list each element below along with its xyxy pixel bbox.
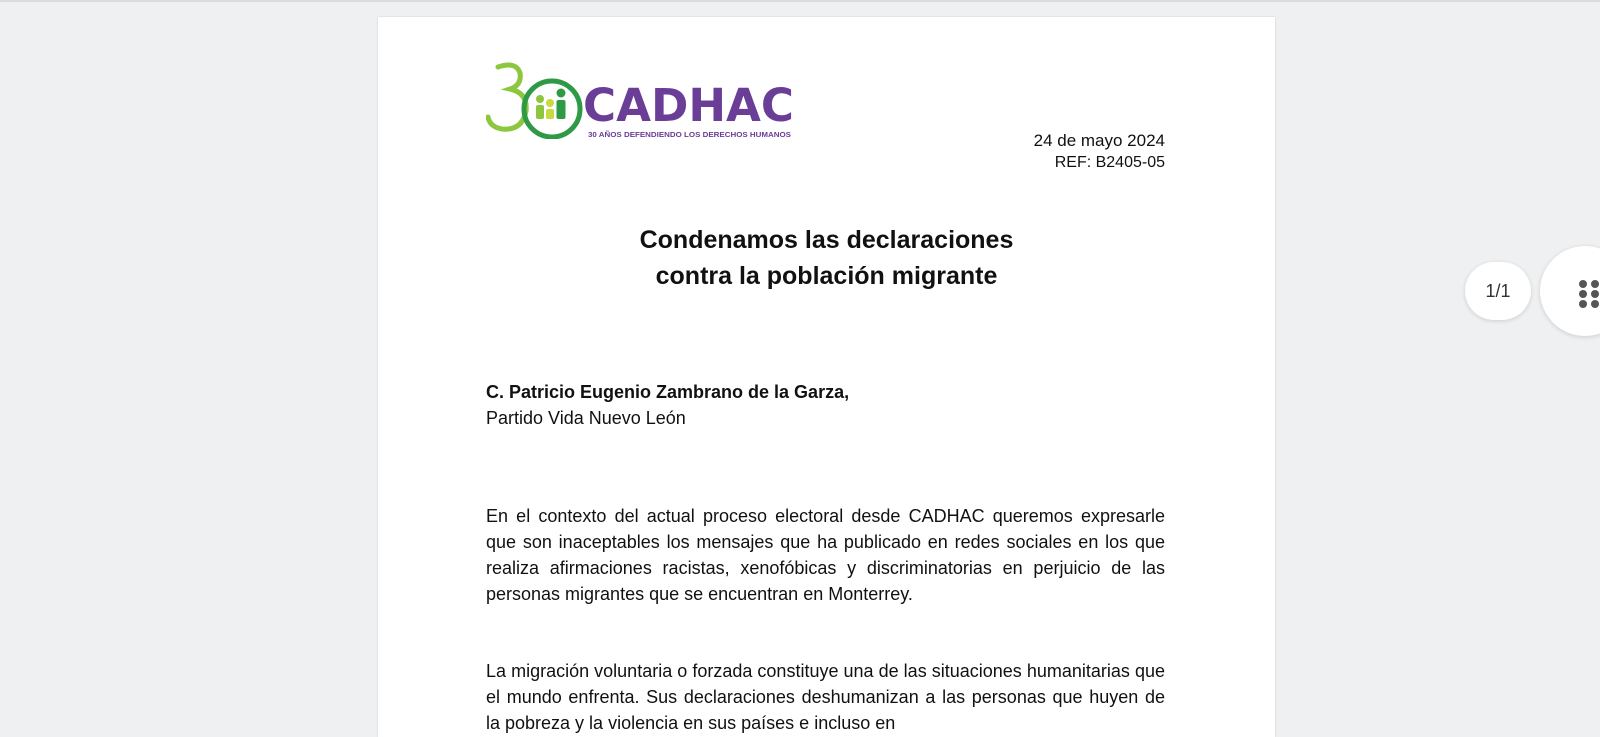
- logo-wordmark: CADHAC: [583, 79, 794, 132]
- document-ref: REF: B2405-05: [1054, 154, 1165, 171]
- addressee-organization: Partido Vida Nuevo León: [486, 408, 686, 428]
- addressee-name: C. Patricio Eugenio Zambrano de la Garza,: [486, 382, 850, 402]
- date-block: [1034, 130, 1165, 174]
- document-title: [378, 222, 1275, 294]
- paragraph-2: La migración voluntaria o forzada constituye una de las situaciones humanitarias que el mundo enfrenta. Sus declaraciones deshumanizan a las personas que huyen de la pobreza y la violencia en sus países e incluso en: [486, 661, 1165, 733]
- title-line-2: contra la población migrante: [655, 262, 998, 290]
- document-date: 24 de mayo 2024: [1033, 131, 1165, 150]
- drag-dots-icon: [1578, 279, 1600, 309]
- document-page: [378, 17, 1275, 737]
- viewer-menu-button[interactable]: [1540, 246, 1600, 336]
- addressee: [486, 379, 849, 431]
- logo-tagline: 30 AÑOS DEFENDIENDO LOS DERECHOS HUMANOS: [588, 130, 791, 139]
- paragraph-1: En el contexto del actual proceso electoral desde CADHAC queremos expresarle que son inaceptables los mensajes que ha publicado en redes sociales en los que realiza afirmaciones racistas, xenofóbicas y discriminatorias en perjuicio de las personas migrantes que se encuentran en Monterrey.: [486, 506, 1165, 604]
- page-indicator: 1/1: [1465, 262, 1531, 320]
- title-line-1: Condenamos las declaraciones: [639, 226, 1014, 254]
- cadhac-logo: [486, 59, 796, 139]
- top-border: [0, 0, 1600, 2]
